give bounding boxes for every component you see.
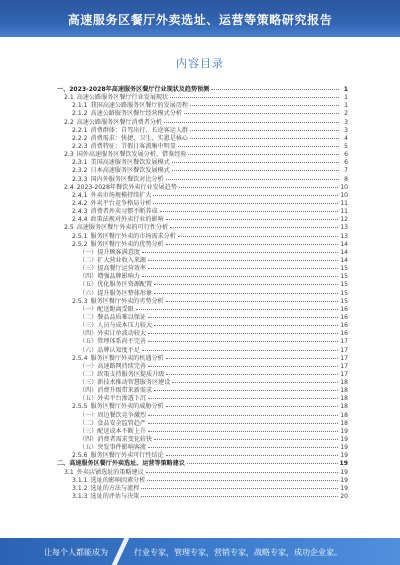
toc-entry-title: 服务区餐厅外卖的劣势分析 xyxy=(90,297,164,305)
dot-leader xyxy=(154,284,338,285)
toc-entry[interactable] xyxy=(57,184,348,192)
toc-entry-title: 新技术推动智慧服务区建设 xyxy=(97,379,171,387)
toc-entry-page: 15 xyxy=(340,273,348,281)
toc-entry-number: 2.4.2 xyxy=(72,199,88,207)
toc-entry[interactable] xyxy=(57,119,348,127)
toc-entry-page: 1 xyxy=(344,102,348,110)
toc-entry-title: 消费者外卖习惯不断养成 xyxy=(90,208,158,216)
toc-entry-number: 2.1.2 xyxy=(72,110,88,118)
toc-entry-number: 2.5.4 xyxy=(72,354,88,362)
dot-leader xyxy=(153,195,338,196)
toc-entry-page: 10 xyxy=(340,183,348,191)
toc-entry-title: 服务区餐厅外卖的威胁分析 xyxy=(90,403,164,411)
dot-leader xyxy=(148,366,338,367)
toc-entry-number: 3.1.1 xyxy=(72,476,88,484)
toc-entry-title: 政策支持服务区提质升级 xyxy=(97,370,165,378)
toc-entry-title: 我国高速公路服务区餐厅的发展历程 xyxy=(90,102,189,110)
toc-entry-number: 2.1 xyxy=(64,94,74,102)
footer-slogan-left: 让每个人都能成为 xyxy=(44,548,108,557)
toc-entry[interactable] xyxy=(57,412,348,420)
toc-entry-page: 12 xyxy=(340,216,348,224)
toc-entry-number: （五） xyxy=(79,281,98,289)
dot-leader xyxy=(148,398,338,399)
toc-entry-title: 高速公路服务区餐厅行业发展现状 xyxy=(76,94,169,102)
dot-leader xyxy=(166,179,339,180)
toc-entry-number: 2.5.3 xyxy=(72,297,88,305)
toc-entry-page: 5 xyxy=(344,142,348,150)
dot-leader xyxy=(172,170,339,171)
dot-leader xyxy=(166,406,339,407)
toc-entry-number: （四） xyxy=(79,273,98,281)
toc-entry-title: 提升服务区整体形象 xyxy=(97,289,153,297)
toc-entry[interactable] xyxy=(57,469,348,477)
toc-entry-title: 外卖平台渗透下沉 xyxy=(97,395,147,403)
dot-leader xyxy=(166,358,339,359)
toc-entry-number: 2.2.2 xyxy=(72,134,88,142)
toc-entry-number: （五） xyxy=(79,395,98,403)
toc-entry-number: 2.5 xyxy=(64,224,74,232)
toc-entry-number: 3.1.3 xyxy=(72,493,88,501)
dot-leader xyxy=(160,211,339,212)
toc-entry-title: 服务区餐厅外卖的市场需求分析 xyxy=(90,232,176,240)
toc-entry-title: 消费需求：快捷、卫生、实惠是核心 xyxy=(90,134,189,142)
toc-entry-number: （一） xyxy=(79,411,98,419)
footer-slogan-right: 行业专家，管理专家，营销专家，战略专家，成功企业家。 xyxy=(134,548,342,557)
toc-entry-page: 19 xyxy=(340,484,348,492)
dot-leader xyxy=(164,122,339,123)
toc-entry-number: 2.5.1 xyxy=(72,232,88,240)
dot-leader xyxy=(187,463,338,464)
toc-entry-page: 17 xyxy=(340,370,348,378)
toc-entry[interactable] xyxy=(57,192,348,200)
toc-entry[interactable] xyxy=(57,298,348,306)
footer-band xyxy=(0,538,400,565)
toc-entry-title: 选址的方法与流程 xyxy=(90,484,140,492)
toc-entry-page: 7 xyxy=(344,167,348,175)
toc-entry-number: 2.2.1 xyxy=(72,126,88,134)
toc-entry-number: 2.3.3 xyxy=(72,175,88,183)
toc-entry-title: 美国高速服务区餐饮发展模式 xyxy=(90,159,170,167)
toc-entry-title: 2023-2028年餐饮外卖行业发展趋势 xyxy=(76,183,177,191)
toc-entry-title: 突发事件影响客流 xyxy=(97,444,147,452)
toc-entry-page: 19 xyxy=(340,452,348,460)
toc-entry-page: 1 xyxy=(343,86,348,93)
toc-entry-page: 11 xyxy=(340,208,348,216)
dot-leader xyxy=(172,382,338,383)
dot-leader xyxy=(148,260,338,261)
toc-entry-number: 3.1.2 xyxy=(72,484,88,492)
toc-entry-page: 15 xyxy=(340,265,348,273)
toc-entry-page: 4 xyxy=(344,134,348,142)
dot-leader xyxy=(141,496,338,497)
report-header-band xyxy=(0,0,400,37)
toc-entry-page: 20 xyxy=(340,493,348,501)
toc-entry-page: 17 xyxy=(340,362,348,370)
toc-entry-number: 2.3 xyxy=(64,151,74,159)
toc-entry-page: 14 xyxy=(340,240,348,248)
toc-entry-page: 16 xyxy=(340,313,348,321)
toc-entry-number: （二） xyxy=(79,313,98,321)
toc-entry-number: 2.4.4 xyxy=(72,216,88,224)
toc-entry-page: 15 xyxy=(340,289,348,297)
toc-entry-page: 17 xyxy=(340,354,348,362)
dot-leader xyxy=(148,317,338,318)
toc-entry-page: 16 xyxy=(340,330,348,338)
toc-entry-number: 2.5.6 xyxy=(72,452,88,460)
toc-entry-page: 17 xyxy=(340,338,348,346)
toc-entry[interactable] xyxy=(57,224,348,232)
toc-entry-number: （二） xyxy=(79,256,98,264)
toc-entry[interactable] xyxy=(57,290,348,298)
dot-leader xyxy=(148,447,338,448)
toc-entry-title: 政策法规对外卖行业的影响 xyxy=(90,216,164,224)
toc-entry-title: 外卖平台竞争格局分析 xyxy=(90,199,152,207)
toc-entry-page: 2 xyxy=(344,110,348,118)
toc-entry[interactable] xyxy=(57,379,348,387)
dot-leader xyxy=(166,244,339,245)
toc-entry-page: 18 xyxy=(340,411,348,419)
dot-leader xyxy=(148,431,338,432)
toc-entry[interactable] xyxy=(57,127,348,135)
dot-leader xyxy=(142,276,338,277)
toc-entry[interactable] xyxy=(57,257,348,265)
dot-leader xyxy=(148,333,338,334)
toc-entry[interactable] xyxy=(57,86,348,94)
toc-entry-page: 19 xyxy=(340,436,348,444)
dot-leader xyxy=(153,203,338,204)
toc-entry-number: （六） xyxy=(79,346,98,354)
toc-entry-number: 2.1.1 xyxy=(72,102,88,110)
toc-entry[interactable] xyxy=(57,200,348,208)
toc-entry[interactable] xyxy=(57,363,348,371)
toc-entry-page: 18 xyxy=(340,395,348,403)
toc-entry-number: 2.5.2 xyxy=(72,240,88,248)
toc-entry-number: （二） xyxy=(79,419,98,427)
toc-entry-page: 6 xyxy=(344,151,348,159)
toc-entry-number: （四） xyxy=(79,436,98,444)
toc-entry-title: 消费群体：自驾出行、长途客运人群 xyxy=(90,126,189,134)
toc-entry[interactable] xyxy=(57,347,348,355)
toc-entry-number: 2.5.5 xyxy=(72,403,88,411)
toc-entry[interactable] xyxy=(57,428,348,436)
toc-entry-title: 外卖店铺选址的策略建议 xyxy=(76,468,144,476)
toc-entry-number: （四） xyxy=(79,387,98,395)
toc-entry-title: 外卖市场规模持续扩大 xyxy=(90,191,152,199)
toc-entry-title: 服务区餐厅外卖的机遇分析 xyxy=(90,354,164,362)
toc-heading: 内容目录 xyxy=(176,57,224,70)
report-title: 高速服务区餐厅外卖选址、运营等策略研究报告 xyxy=(67,13,333,27)
toc-entry-number: 3.1 xyxy=(64,468,74,476)
toc-entry-number: （三） xyxy=(79,427,98,435)
dot-leader xyxy=(148,423,338,424)
toc-entry-title: 提高餐厅运营效率 xyxy=(97,265,147,273)
dot-leader xyxy=(136,309,338,310)
toc-entry-number: （六） xyxy=(79,289,98,297)
toc-entry-page: 19 xyxy=(340,427,348,435)
toc-entry-number: 2.3.2 xyxy=(72,167,88,175)
toc-entry[interactable] xyxy=(57,176,348,184)
toc-entry[interactable] xyxy=(57,485,348,493)
footer-divider xyxy=(110,538,130,565)
dot-leader xyxy=(179,187,338,188)
toc-entry[interactable] xyxy=(57,306,348,314)
toc-entry-page: 19 xyxy=(340,476,348,484)
toc-entry-page: 14 xyxy=(340,248,348,256)
dot-leader xyxy=(154,390,338,391)
dot-leader xyxy=(166,301,339,302)
dot-leader xyxy=(178,236,338,237)
toc-entry-title: 高速服务区餐厅外卖选址、运营等策略建议 xyxy=(69,460,185,468)
toc-entry[interactable] xyxy=(57,436,348,444)
toc-entry-page: 1 xyxy=(344,94,348,102)
toc-entry[interactable] xyxy=(57,167,348,175)
toc-entry-page: 18 xyxy=(340,379,348,387)
toc-entry-number: （四） xyxy=(79,330,98,338)
toc-entry-page: 17 xyxy=(340,346,348,354)
toc-entry-number: 2.3.1 xyxy=(72,159,88,167)
toc-entry-title: 优化服务区资源配置 xyxy=(97,281,153,289)
toc-entry-page: 16 xyxy=(340,305,348,313)
toc-entry-title: 日本高速服务区餐饮发展模式 xyxy=(90,167,170,175)
toc-entry-number: 2.4.1 xyxy=(72,191,88,199)
toc-entry-page: 18 xyxy=(340,403,348,411)
dot-leader xyxy=(178,146,339,147)
toc-entry[interactable] xyxy=(57,371,348,379)
toc-entry-title: 国外高速服务区餐饮发展分析，借鉴经验 xyxy=(76,151,187,159)
dot-leader xyxy=(166,219,339,220)
dot-leader xyxy=(141,488,338,489)
toc-entry-number: 2.2.3 xyxy=(72,142,88,150)
toc-entry-title: 高速服务区餐厅外卖的可行性分析 xyxy=(76,224,169,232)
dot-leader xyxy=(154,293,338,294)
dot-leader xyxy=(170,97,339,98)
toc-entry[interactable] xyxy=(57,233,348,241)
dot-leader xyxy=(170,227,338,228)
toc-entry[interactable] xyxy=(57,493,348,501)
toc-entry-title: 服务区餐厅外卖可行性结论 xyxy=(90,452,164,460)
toc-entry[interactable] xyxy=(57,420,348,428)
toc-entry-number: （一） xyxy=(79,362,98,370)
toc-entry-title: 餐品品质难以保证 xyxy=(97,313,147,321)
toc-entry[interactable] xyxy=(57,322,348,330)
dot-leader xyxy=(148,341,338,342)
toc-entry-title: 消费者需求变化较快 xyxy=(97,436,153,444)
toc-entry-page: 16 xyxy=(340,322,348,330)
toc-entry-page: 10 xyxy=(340,191,348,199)
toc-entry[interactable] xyxy=(57,143,348,151)
toc-entry[interactable] xyxy=(57,460,348,468)
toc-entry-title: 周边餐饮竞争激烈 xyxy=(97,411,147,419)
toc-entry-title: 提升顾客满意度 xyxy=(97,248,140,256)
toc-entry-page: 6 xyxy=(344,159,348,167)
toc-entry-page: 8 xyxy=(344,175,348,183)
toc-entry-page: 19 xyxy=(339,460,348,468)
dot-leader xyxy=(148,415,338,416)
toc-entry-page: 15 xyxy=(340,281,348,289)
toc-entry[interactable] xyxy=(57,241,348,249)
toc-entry-number: 一、 xyxy=(57,86,70,93)
dot-leader xyxy=(166,374,338,375)
toc-entry-page: 3 xyxy=(344,126,348,134)
toc-entry-number: （三） xyxy=(79,322,98,330)
toc-entry-number: （三） xyxy=(79,379,98,387)
dot-leader xyxy=(190,130,339,131)
toc-entry-title: 扩大营业收入来源 xyxy=(97,256,147,264)
toc-entry-title: 高速公路服务区餐厅经营模式分析 xyxy=(90,110,182,118)
toc-entry-number: 二、 xyxy=(57,460,70,468)
table-of-contents xyxy=(57,86,348,501)
toc-entry-title: 高速路网持续完善 xyxy=(97,362,147,370)
dot-leader xyxy=(188,154,339,155)
toc-entry-title: 选址的影响因素分析 xyxy=(90,476,146,484)
dot-leader xyxy=(190,105,339,106)
toc-entry[interactable] xyxy=(57,338,348,346)
dot-leader xyxy=(154,325,338,326)
dot-leader xyxy=(154,439,338,440)
dot-leader xyxy=(172,162,339,163)
toc-entry[interactable] xyxy=(57,265,348,273)
toc-entry-number: 2.2 xyxy=(64,118,74,126)
toc-entry-number: （五） xyxy=(79,338,98,346)
toc-entry-page: 11 xyxy=(340,199,348,207)
toc-entry[interactable] xyxy=(57,110,348,118)
toc-entry-page: 18 xyxy=(340,419,348,427)
dot-leader xyxy=(166,455,339,456)
toc-entry-page: 13 xyxy=(340,232,348,240)
toc-entry-title: 高速公路服务区餐厅消费者分析 xyxy=(76,118,163,126)
toc-entry[interactable] xyxy=(57,477,348,485)
toc-entry-number: （二） xyxy=(79,370,98,378)
toc-entry-page: 3 xyxy=(344,118,348,126)
toc-entry-title: 食品安全监管趋严 xyxy=(97,419,147,427)
toc-entry-title: 人员与成本压力较大 xyxy=(97,322,153,330)
toc-entry[interactable] xyxy=(57,355,348,363)
toc-entry-page: 14 xyxy=(340,256,348,264)
toc-entry-number: （五） xyxy=(79,444,98,452)
toc-entry-title: 品牌认知度不足 xyxy=(97,346,140,354)
dot-leader xyxy=(142,350,338,351)
toc-entry-number: 2.4 xyxy=(64,183,74,191)
toc-entry-number: （一） xyxy=(79,305,98,313)
toc-entry-title: 选址的评估与决策 xyxy=(90,493,140,501)
dot-leader xyxy=(184,113,339,114)
toc-entry-title: 管理体系尚不完善 xyxy=(97,338,147,346)
dot-leader xyxy=(146,472,339,473)
toc-entry-page: 19 xyxy=(340,468,348,476)
dot-leader xyxy=(190,138,339,139)
toc-entry-page: 15 xyxy=(340,297,348,305)
toc-entry-title: 配送距离受限 xyxy=(97,305,134,313)
toc-entry[interactable] xyxy=(57,249,348,257)
toc-entry-number: （一） xyxy=(79,248,98,256)
dot-leader xyxy=(148,268,338,269)
toc-entry-number: （三） xyxy=(79,265,98,273)
toc-entry[interactable] xyxy=(57,314,348,322)
dot-leader xyxy=(142,252,338,253)
toc-entry-title: 2023-2028年高速服务区餐厅行业现状及趋势预测 xyxy=(69,86,210,93)
toc-entry-page: 18 xyxy=(340,387,348,395)
dot-leader xyxy=(211,89,339,90)
toc-entry-page: 19 xyxy=(340,444,348,452)
toc-entry[interactable] xyxy=(57,403,348,411)
toc-entry-title: 增强品牌影响力 xyxy=(97,273,140,281)
toc-entry-title: 消费特征：节假日客流集中明显 xyxy=(90,142,176,150)
toc-entry-title: 外卖订单波动较大 xyxy=(97,330,147,338)
toc-entry-number: 2.4.3 xyxy=(72,208,88,216)
toc-entry[interactable] xyxy=(57,281,348,289)
toc-entry-title: 国内外服务区餐饮对比分析 xyxy=(90,175,164,183)
toc-entry-page: 13 xyxy=(340,224,348,232)
toc-entry-title: 配送成本不断上升 xyxy=(97,427,147,435)
toc-entry-title: 消费升级带来新需求 xyxy=(97,387,153,395)
toc-entry[interactable] xyxy=(57,135,348,143)
toc-entry-title: 服务区餐厅外卖的优势分析 xyxy=(90,240,164,248)
dot-leader xyxy=(147,480,338,481)
